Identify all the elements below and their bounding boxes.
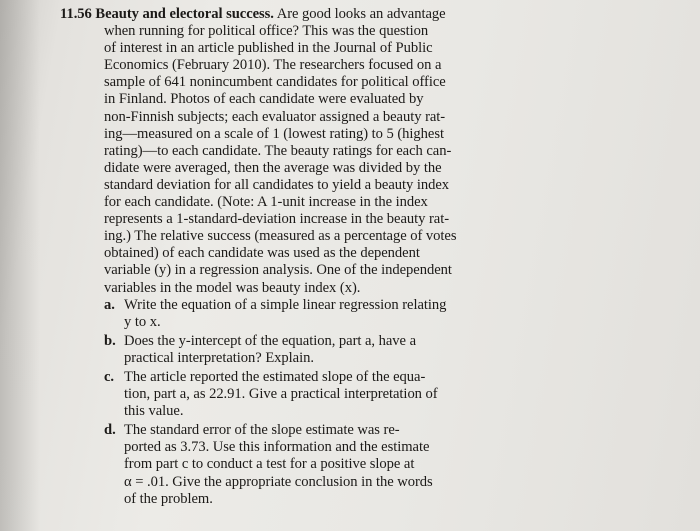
problem-heading: Beauty and electoral success. xyxy=(95,6,274,22)
part-line: α = .01. Give the appropriate conclusion in the words xyxy=(124,473,433,490)
part-label: c. xyxy=(104,368,115,385)
problem-number: 11.56 xyxy=(60,6,92,22)
part-line: The article reported the estimated slope of the equa- xyxy=(124,368,426,385)
part-a xyxy=(60,297,490,331)
problem-first-line xyxy=(60,6,490,23)
body-line: didate were averaged, then the average was divided by the xyxy=(104,159,442,176)
part-d xyxy=(60,422,490,507)
part-line: of the problem. xyxy=(124,490,213,507)
body-line: non-Finnish subjects; each evaluator assigned a beauty rat- xyxy=(104,108,446,125)
body-line: ing—measured on a scale of 1 (lowest rating) to 5 (highest xyxy=(104,125,444,142)
body-line: variables in the model was beauty index (x). xyxy=(104,279,361,296)
part-line: practical interpretation? Explain. xyxy=(124,349,314,366)
body-line: variable (y) in a regression analysis. One of the independent xyxy=(104,262,452,279)
part-label: b. xyxy=(104,332,116,349)
part-line: y to x. xyxy=(124,313,161,330)
problem-parts xyxy=(60,297,490,508)
part-line: Write the equation of a simple linear regression relating xyxy=(124,296,447,313)
part-line: tion, part a, as 22.91. Give a practical interpretation of xyxy=(124,386,438,403)
body-line: represents a 1-standard-deviation increase in the beauty rat- xyxy=(104,211,450,228)
part-line: The standard error of the slope estimate was re- xyxy=(124,422,400,439)
body-line: for each candidate. (Note: A 1-unit increase in the index xyxy=(104,194,428,211)
part-label: a. xyxy=(104,296,115,313)
body-line: of interest in an article published in the Journal of Public xyxy=(104,40,433,57)
body-line: sample of 641 nonincumbent candidates for political office xyxy=(104,74,446,91)
part-line: ported as 3.73. Use this information and the estimate xyxy=(124,439,430,456)
body-line: ing.) The relative success (measured as a percentage of votes xyxy=(104,228,457,245)
body-line: obtained) of each candidate was used as the dependent xyxy=(104,245,420,262)
body-line: standard deviation for all candidates to yield a beauty index xyxy=(104,176,450,193)
part-line: Does the y-intercept of the equation, part a, have a xyxy=(124,332,416,349)
page-shadow xyxy=(0,0,40,531)
problem-11-56 xyxy=(60,6,490,508)
body-line: Economics (February 2010). The researchers focused on a xyxy=(104,57,442,74)
part-c xyxy=(60,369,490,420)
body-line: in Finland. Photos of each candidate were evaluated by xyxy=(104,91,424,108)
body-line: when running for political office? This was the question xyxy=(104,23,429,40)
body-line: rating)—to each candidate. The beauty ratings for each can- xyxy=(104,142,452,159)
part-line: from part c to conduct a test for a positive slope at xyxy=(124,456,415,473)
part-label: d. xyxy=(104,422,116,439)
part-b xyxy=(60,333,490,367)
body-line: Are good looks an advantage xyxy=(276,6,446,22)
part-line: this value. xyxy=(124,403,184,420)
